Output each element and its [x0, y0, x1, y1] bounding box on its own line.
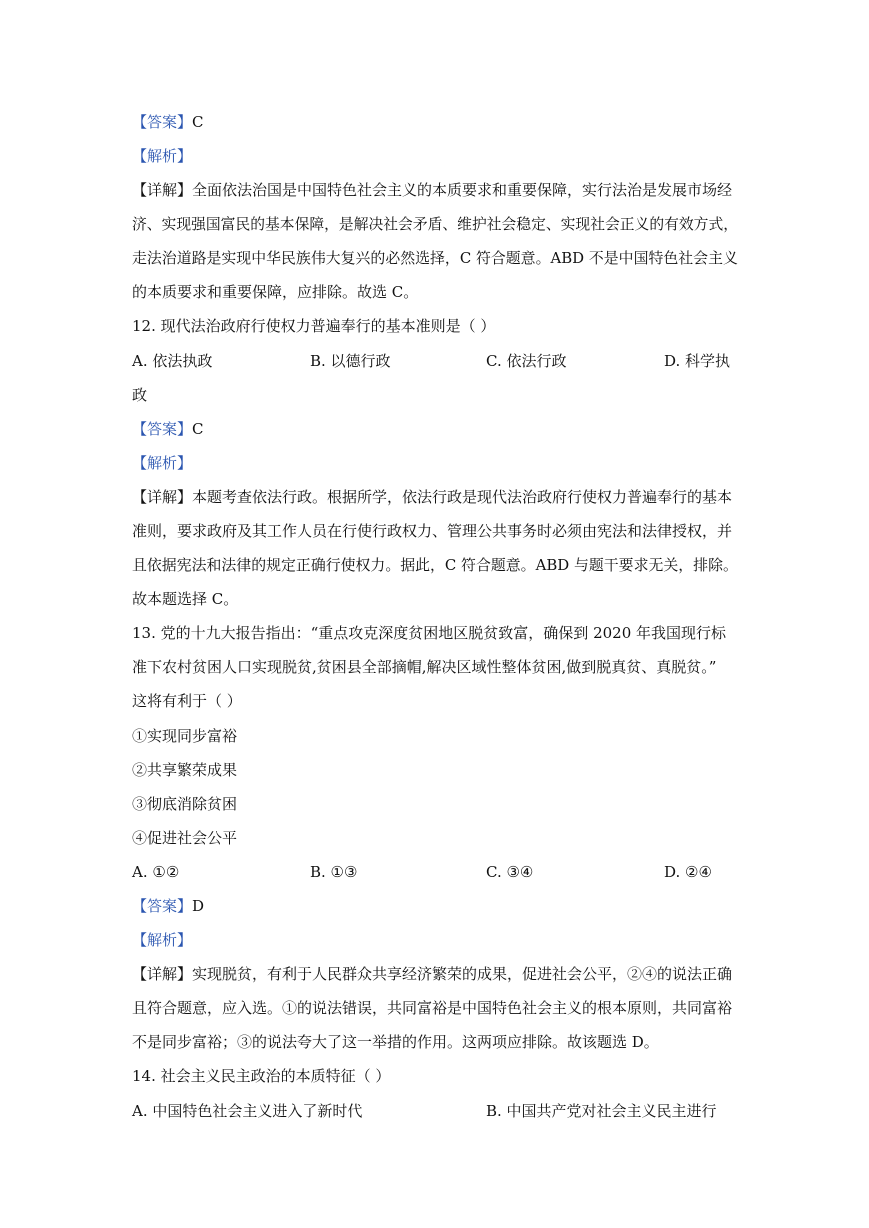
q13-detail-line-1	[132, 964, 732, 984]
q12-detail-line-1	[132, 487, 732, 507]
detail-label: 【详解】	[132, 181, 193, 199]
q12-detail-line-3: 且依据宪法和法律的规定正确行使权力。据此，C 符合题意。ABD 与题干要求无关，排除。	[132, 556, 738, 574]
answer-label: 【答案】	[132, 113, 193, 131]
detail-label: 【详解】	[132, 488, 193, 506]
q12-option-b: B. 以德行政	[310, 352, 391, 370]
q13-stem-line-2: 准下农村贫困人口实现脱贫,贫困县全部摘帽,解决区域性整体贫困,做到脱真贫、真脱贫。”	[132, 658, 717, 676]
q13-detail-line-2: 且符合题意，应入选。①的说法错误，共同富裕是中国特色社会主义的根本原则，共同富裕	[132, 999, 733, 1017]
detail-text: 全面依法治国是中国特色社会主义的本质要求和重要保障，实行法治是发展市场经	[192, 181, 733, 199]
q13-item-2: ②共享繁荣成果	[132, 761, 238, 779]
q14-stem: 14. 社会主义民主政治的本质特征（ ）	[132, 1067, 391, 1085]
q13-option-b: B. ①③	[310, 863, 358, 881]
q13-item-3: ③彻底消除贫困	[132, 795, 238, 813]
q13-detail-line-3: 不是同步富裕；③的说法夸大了这一举措的作用。这两项应排除。故该题选 D。	[132, 1033, 659, 1051]
q12-option-d: D. 科学执	[664, 352, 731, 370]
q11-detail-line-1	[132, 180, 732, 200]
answer-label: 【答案】	[132, 420, 193, 438]
detail-text: 实现脱贫，有利于人民群众共享经济繁荣的成果，促进社会公平，②④的说法正确	[192, 965, 733, 983]
q13-item-4: ④促进社会公平	[132, 829, 238, 847]
q13-answer	[132, 896, 204, 916]
q14-option-a: A. 中国特色社会主义进入了新时代	[132, 1102, 363, 1120]
q13-option-a: A. ①②	[132, 863, 180, 881]
q11-analysis-label: 【解析】	[132, 147, 193, 165]
q12-option-wrap: 政	[132, 386, 148, 404]
q13-option-c: C. ③④	[486, 863, 534, 881]
q11-answer	[132, 112, 204, 132]
detail-label: 【详解】	[132, 965, 193, 983]
q13-stem-line-3: 这将有利于（ ）	[132, 692, 242, 710]
q13-option-d: D. ②④	[664, 863, 712, 881]
answer-value: C	[192, 420, 204, 438]
answer-value: C	[192, 113, 204, 131]
q13-analysis-label: 【解析】	[132, 931, 193, 949]
q12-detail-line-4: 故本题选择 C。	[132, 590, 239, 608]
answer-label: 【答案】	[132, 897, 193, 915]
q13-stem-line-1: 13. 党的十九大报告指出：“重点攻克深度贫困地区脱贫致富，确保到 2020 年我国现行标	[132, 624, 727, 642]
q12-option-c: C. 依法行政	[486, 352, 567, 370]
q12-option-a: A. 依法执政	[132, 352, 213, 370]
q11-detail-line-4: 的本质要求和重要保障，应排除。故选 C。	[132, 283, 419, 301]
q14-option-b: B. 中国共产党对社会主义民主进行	[486, 1102, 717, 1120]
q12-stem: 12. 现代法治政府行使权力普遍奉行的基本准则是（ ）	[132, 317, 496, 335]
detail-text: 本题考查依法行政。根据所学，依法行政是现代法治政府行使权力普遍奉行的基本	[192, 488, 733, 506]
q12-answer	[132, 419, 204, 439]
q12-detail-line-2: 准则，要求政府及其工作人员在行使行政权力、管理公共事务时必须由宪法和法律授权，并	[132, 522, 733, 540]
q12-analysis-label: 【解析】	[132, 454, 193, 472]
q11-detail-line-2: 济、实现强国富民的基本保障，是解决社会矛盾、维护社会稳定、实现社会正义的有效方式，	[132, 215, 739, 233]
q11-detail-line-3: 走法治道路是实现中华民族伟大复兴的必然选择，C 符合题意。ABD 不是中国特色社会主义	[132, 249, 738, 267]
answer-value: D	[192, 897, 205, 915]
q13-item-1: ①实现同步富裕	[132, 727, 238, 745]
